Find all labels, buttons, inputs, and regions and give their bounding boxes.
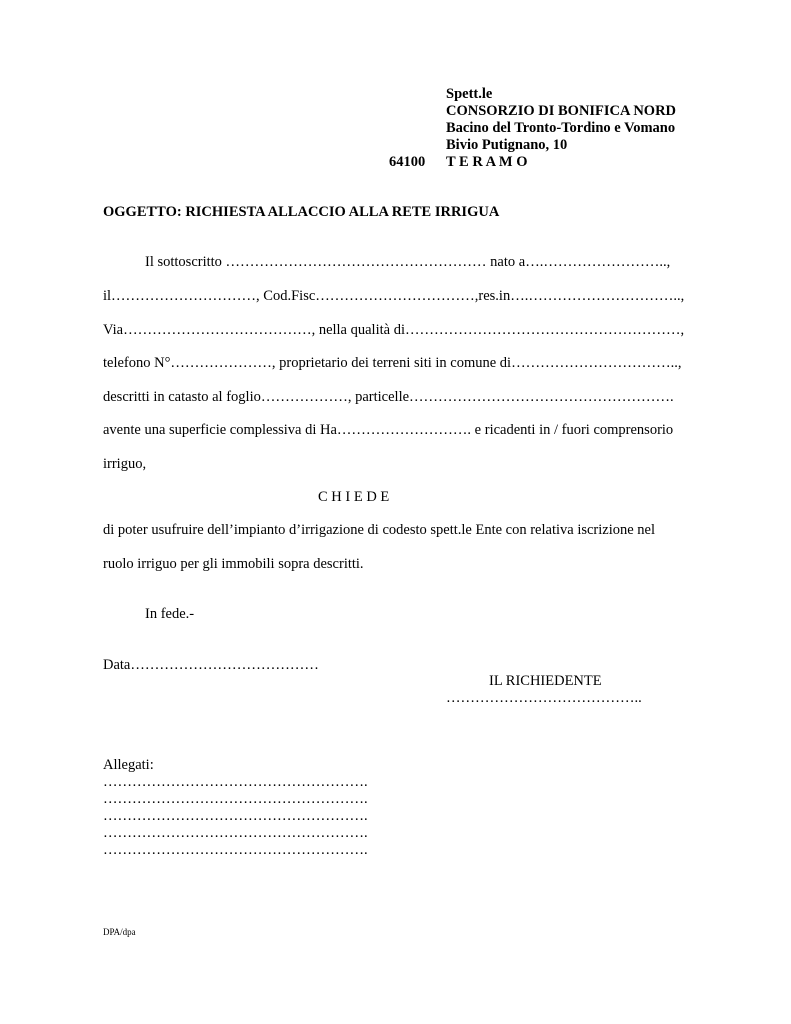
body-line-5: descritti in catasto al foglio………………, particelle………………………………………………. (103, 389, 674, 405)
signature-line: ………………………………….. (446, 690, 642, 706)
body-line-4: telefono N°…………………, proprietario dei terreni siti in comune di…………………………….., (103, 355, 682, 371)
recipient-org: CONSORZIO DI BONIFICA NORD (446, 103, 677, 119)
subject-line: OGGETTO: RICHIESTA ALLACCIO ALLA RETE IRRIGUA (103, 204, 500, 220)
recipient-city: T E R A M O (446, 154, 528, 170)
request-line-1: di poter usufruire dell’impianto d’irrigazione di codesto spett.le Ente con relativa iscrizione nel (103, 522, 656, 538)
attachment-line: ………………………………………………. (103, 842, 368, 858)
request-line-2: ruolo irriguo per gli immobili sopra descritti. (103, 556, 364, 572)
attachment-line: ………………………………………………. (103, 825, 368, 841)
closing-text: In fede.- (145, 606, 195, 622)
body-line-7: irriguo, (103, 456, 147, 472)
recipient-address: Bivio Putignano, 10 (446, 137, 568, 153)
body-line-1: Il sottoscritto ……………………………………………… nato a….…………………….., (145, 254, 671, 270)
attachment-line: ………………………………………………. (103, 808, 368, 824)
body-line-3: Via…………………………………, nella qualità di…………………………………………………, (103, 322, 685, 338)
recipient-cap: 64100 (389, 154, 426, 170)
recipient-salutation: Spett.le (446, 86, 493, 102)
signature-label: IL RICHIEDENTE (489, 673, 602, 689)
request-heading: C H I E D E (318, 489, 390, 505)
attachments-label: Allegati: (103, 757, 154, 773)
attachment-line: ………………………………………………. (103, 774, 368, 790)
recipient-basin: Bacino del Tronto-Tordino e Vomano (446, 120, 676, 136)
body-line-2: il…………………………, Cod.Fisc……………………………,res.in….………………………….., (103, 288, 685, 304)
attachment-line: ………………………………………………. (103, 791, 368, 807)
body-line-6: avente una superficie complessiva di Ha………………………. e ricadenti in / fuori comprensorio (103, 422, 674, 438)
footer-reference: DPA/dpa (103, 927, 136, 937)
date-field: Data………………………………… (103, 657, 319, 673)
